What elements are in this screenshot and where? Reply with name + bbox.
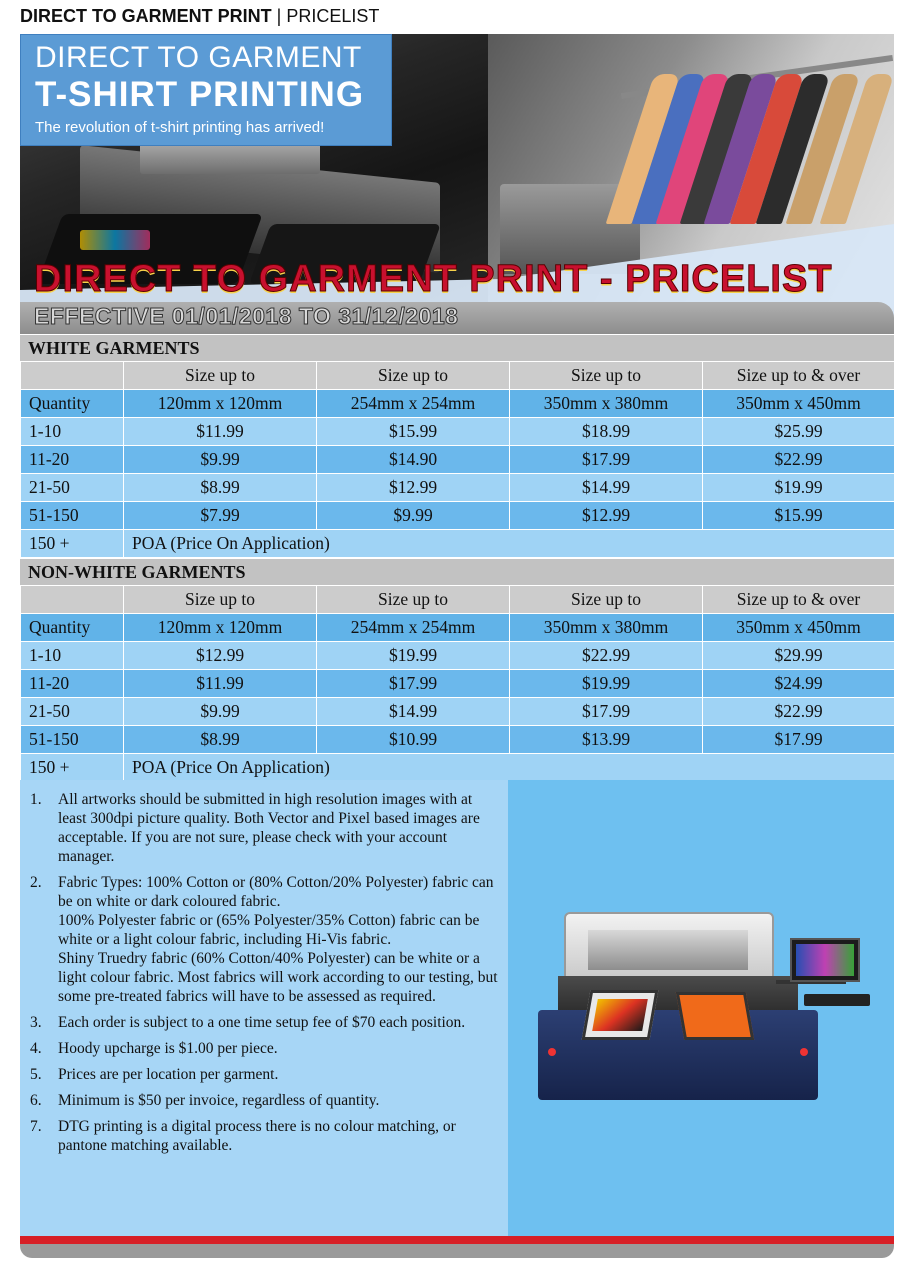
table-row bbox=[21, 698, 895, 726]
price-cell: $14.99 bbox=[317, 698, 510, 726]
printer-platen bbox=[582, 990, 659, 1040]
quantity-cell: 11-20 bbox=[21, 670, 124, 698]
size-value: 120mm x 120mm bbox=[124, 614, 317, 642]
list-item bbox=[30, 1065, 498, 1084]
price-cell: $17.99 bbox=[510, 446, 703, 474]
list-item-text: DTG printing is a digital process there is no colour matching, or pantone matching available. bbox=[58, 1118, 456, 1154]
price-cell: $14.99 bbox=[510, 474, 703, 502]
table-row bbox=[21, 726, 895, 754]
price-cell: $11.99 bbox=[124, 418, 317, 446]
table-corner-cell bbox=[21, 362, 124, 390]
quantity-cell: 1-10 bbox=[21, 642, 124, 670]
list-item-text: Fabric Types: 100% Cotton or (80% Cotton/20% Polyester) fabric can be on white or dark coloured fabric. bbox=[58, 874, 494, 910]
quantity-cell: 1-10 bbox=[21, 418, 124, 446]
price-cell: $22.99 bbox=[703, 446, 895, 474]
printer-base bbox=[538, 1010, 818, 1100]
list-item-number: 3. bbox=[30, 1014, 42, 1031]
size-label: Size up to & over bbox=[703, 586, 895, 614]
list-item bbox=[30, 1117, 498, 1155]
table-row bbox=[21, 642, 895, 670]
white-garments-heading: WHITE GARMENTS bbox=[20, 334, 894, 361]
size-value: 350mm x 450mm bbox=[703, 614, 895, 642]
keyboard-icon bbox=[804, 994, 870, 1006]
list-item-text: 100% Polyester fabric or (65% Polyester/35% Cotton) fabric can be white or a light colour fabric, including Hi-Vis fabric. bbox=[58, 912, 480, 948]
quantity-label: Quantity bbox=[21, 390, 124, 418]
quantity-cell: 51-150 bbox=[21, 726, 124, 754]
printer-window bbox=[588, 930, 748, 970]
table-header-row bbox=[21, 362, 895, 390]
price-cell: $24.99 bbox=[703, 670, 895, 698]
size-label: Size up to bbox=[510, 362, 703, 390]
size-label: Size up to bbox=[317, 586, 510, 614]
price-cell: $9.99 bbox=[317, 502, 510, 530]
banner-tagline: The revolution of t-shirt printing has arrived! bbox=[35, 119, 325, 136]
price-cell: $22.99 bbox=[703, 698, 895, 726]
price-cell: $17.99 bbox=[510, 698, 703, 726]
table-corner-cell bbox=[21, 586, 124, 614]
list-item-number: 7. bbox=[30, 1118, 42, 1135]
table-header-row bbox=[21, 586, 895, 614]
page-header-title-bold: DIRECT TO GARMENT PRINT bbox=[20, 6, 272, 26]
monitor-icon bbox=[790, 938, 860, 982]
list-item-number: 1. bbox=[30, 791, 42, 808]
pricelist-title: DIRECT TO GARMENT PRINT - PRICELIST bbox=[34, 258, 833, 300]
quantity-label: Quantity bbox=[21, 614, 124, 642]
price-cell: $17.99 bbox=[703, 726, 895, 754]
price-cell: $15.99 bbox=[317, 418, 510, 446]
price-cell: $19.99 bbox=[510, 670, 703, 698]
non-white-garments-table bbox=[20, 585, 895, 782]
price-cell: $19.99 bbox=[317, 642, 510, 670]
size-value: 254mm x 254mm bbox=[317, 390, 510, 418]
size-row bbox=[21, 390, 895, 418]
price-cell: $12.99 bbox=[317, 474, 510, 502]
quantity-cell: 11-20 bbox=[21, 446, 124, 474]
table-row bbox=[21, 502, 895, 530]
list-item bbox=[30, 1039, 498, 1058]
page-header-title-rest: | PRICELIST bbox=[271, 6, 380, 26]
quantity-cell: 150 + bbox=[21, 530, 124, 558]
size-row bbox=[21, 614, 895, 642]
price-cell: $11.99 bbox=[124, 670, 317, 698]
list-item-number: 4. bbox=[30, 1040, 42, 1057]
price-cell: $12.99 bbox=[510, 502, 703, 530]
price-cell: $19.99 bbox=[703, 474, 895, 502]
list-item-text: Hoody upcharge is $1.00 per piece. bbox=[58, 1040, 278, 1057]
list-item-number: 5. bbox=[30, 1066, 42, 1083]
page-header-title bbox=[20, 6, 379, 27]
size-value: 350mm x 380mm bbox=[510, 614, 703, 642]
list-item-text: Minimum is $50 per invoice, regardless of quantity. bbox=[58, 1092, 380, 1109]
price-cell: $18.99 bbox=[510, 418, 703, 446]
list-item-number: 6. bbox=[30, 1092, 42, 1109]
footer-gray-bar bbox=[20, 1244, 894, 1258]
size-value: 350mm x 450mm bbox=[703, 390, 895, 418]
size-label: Size up to bbox=[317, 362, 510, 390]
terms-list bbox=[20, 780, 508, 1155]
list-item-text: All artworks should be submitted in high resolution images with at least 300dpi picture quality. Both Vector and Pixel based images are acceptable. If you are not sure, please check with your account manager. bbox=[58, 791, 480, 865]
size-value: 254mm x 254mm bbox=[317, 614, 510, 642]
price-cell: $22.99 bbox=[510, 642, 703, 670]
list-item-text: Prices are per location per garment. bbox=[58, 1066, 279, 1083]
price-cell: $9.99 bbox=[124, 698, 317, 726]
price-cell: $25.99 bbox=[703, 418, 895, 446]
hero-banner bbox=[20, 34, 894, 334]
size-value: 120mm x 120mm bbox=[124, 390, 317, 418]
poa-row bbox=[21, 754, 895, 782]
list-item bbox=[30, 1013, 498, 1032]
list-item bbox=[30, 1091, 498, 1110]
terms-notes-panel bbox=[20, 780, 508, 1236]
price-cell: $9.99 bbox=[124, 446, 317, 474]
quantity-cell: 51-150 bbox=[21, 502, 124, 530]
table-row bbox=[21, 474, 895, 502]
printer-platen bbox=[676, 992, 754, 1040]
dtg-printer-image bbox=[508, 780, 894, 1236]
size-value: 350mm x 380mm bbox=[510, 390, 703, 418]
size-label: Size up to & over bbox=[703, 362, 895, 390]
price-cell: $8.99 bbox=[124, 726, 317, 754]
price-cell: $14.90 bbox=[317, 446, 510, 474]
size-label: Size up to bbox=[124, 362, 317, 390]
indicator-light bbox=[800, 1048, 808, 1056]
price-cell: $7.99 bbox=[124, 502, 317, 530]
list-item-text: Each order is subject to a one time setup fee of $70 each position. bbox=[58, 1014, 466, 1031]
quantity-cell: 150 + bbox=[21, 754, 124, 782]
price-cell: $10.99 bbox=[317, 726, 510, 754]
table-row bbox=[21, 418, 895, 446]
list-item bbox=[30, 790, 498, 866]
banner-box bbox=[20, 34, 392, 146]
non-white-garments-heading: NON-WHITE GARMENTS bbox=[20, 558, 894, 585]
poa-row bbox=[21, 530, 895, 558]
poa-text: POA (Price On Application) bbox=[124, 754, 895, 782]
price-cell: $17.99 bbox=[317, 670, 510, 698]
list-item bbox=[30, 873, 498, 1006]
price-cell: $29.99 bbox=[703, 642, 895, 670]
white-garments-table bbox=[20, 361, 895, 558]
effective-dates: EFFECTIVE 01/01/2018 TO 31/12/2018 bbox=[34, 303, 459, 329]
price-cell: $8.99 bbox=[124, 474, 317, 502]
banner-line-1: DIRECT TO GARMENT bbox=[35, 41, 362, 74]
size-label: Size up to bbox=[124, 586, 317, 614]
footer-red-bar bbox=[20, 1236, 894, 1244]
list-item-text: Shiny Truedry fabric (60% Cotton/40% Polyester) can be white or a light colour fabric. Most fabrics will work according to our testing, but some pre-treated fabrics will have to be assessed as required. bbox=[58, 950, 498, 1005]
list-item-number: 2. bbox=[30, 874, 42, 891]
price-cell: $13.99 bbox=[510, 726, 703, 754]
banner-line-2: T-SHIRT PRINTING bbox=[35, 75, 365, 114]
price-cell: $12.99 bbox=[124, 642, 317, 670]
size-label: Size up to bbox=[510, 586, 703, 614]
platen-artwork bbox=[80, 230, 150, 250]
poa-text: POA (Price On Application) bbox=[124, 530, 895, 558]
price-cell: $15.99 bbox=[703, 502, 895, 530]
indicator-light bbox=[548, 1048, 556, 1056]
quantity-cell: 21-50 bbox=[21, 698, 124, 726]
table-row bbox=[21, 670, 895, 698]
quantity-cell: 21-50 bbox=[21, 474, 124, 502]
table-row bbox=[21, 446, 895, 474]
